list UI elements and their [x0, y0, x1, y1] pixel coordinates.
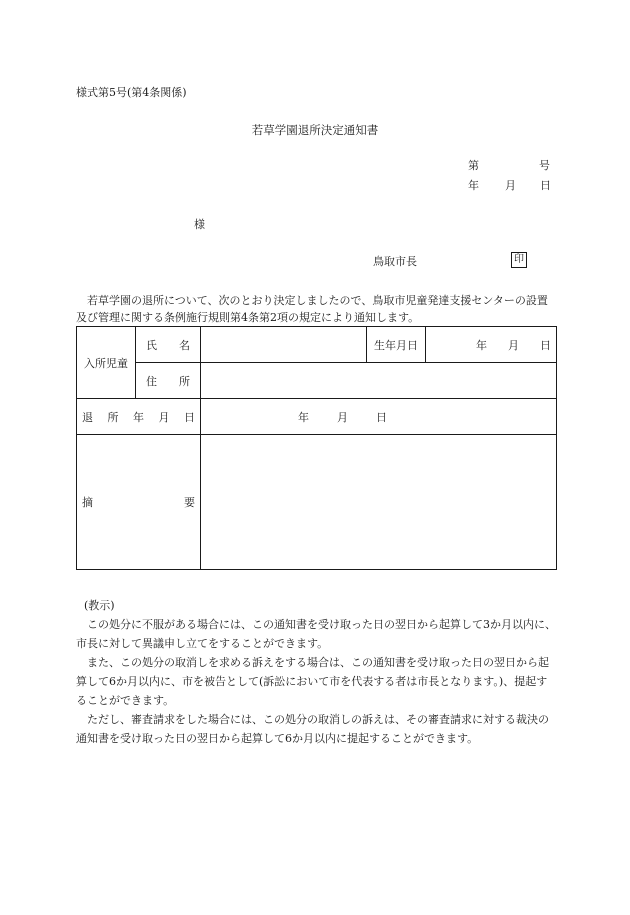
- name-label-char: 名: [179, 338, 190, 352]
- name-label-char: 氏: [146, 338, 157, 352]
- document-title: 若草学園退所決定通知書: [251, 123, 379, 137]
- addressee-suffix: 様: [194, 218, 205, 231]
- summary-label-char: 要: [184, 496, 195, 509]
- birth-day-label: 日: [540, 338, 551, 352]
- notice-table: [76, 326, 557, 570]
- instructions-paragraph: この処分に不服がある場合には、この通知書を受け取った日の翌日から起算して3か月以内に、市長に対して異議申し立てをすることができます。: [76, 618, 556, 650]
- child-header: 入所児童: [84, 356, 128, 370]
- instructions-paragraph: また、この処分の取消しを求める訴えをする場合は、この通知書を受け取った日の翌日から起算して6か月以内に、市を被告として(訴訟において市を代表する者は市長となります。)、提起することができます。: [76, 656, 549, 707]
- document-number-prefix: 第: [468, 159, 479, 172]
- exit-date-label-cell: [77, 399, 201, 435]
- address-label-char: 住: [146, 374, 157, 388]
- summary-label-cell: [77, 435, 201, 570]
- issue-date-year: 年: [468, 179, 479, 192]
- issuer-name: 鳥取市長: [373, 255, 417, 268]
- exit-label-char: 月: [158, 410, 170, 424]
- exit-label-char: 年: [133, 410, 144, 424]
- summary-field[interactable]: [201, 435, 557, 570]
- form-number-label: 様式第5号(第4条関係): [76, 86, 187, 99]
- exit-year-label: 年: [298, 410, 309, 424]
- summary-label-char: 摘: [82, 496, 93, 509]
- table-row: [77, 327, 557, 363]
- exit-date-field[interactable]: [201, 399, 557, 435]
- birth-date-field[interactable]: [426, 327, 557, 363]
- issue-date-month: 月: [505, 179, 516, 192]
- name-field[interactable]: [201, 327, 367, 363]
- birth-year-label: 年: [476, 338, 487, 352]
- exit-label-char: 日: [184, 410, 195, 424]
- table-row: [77, 399, 557, 435]
- exit-label-char: 退: [82, 410, 93, 424]
- instructions-block: [76, 596, 556, 748]
- instructions-heading: (教示): [84, 599, 115, 612]
- exit-month-label: 月: [337, 410, 348, 424]
- intro-paragraph: [76, 292, 558, 326]
- address-field[interactable]: [201, 363, 557, 399]
- exit-label-char: 所: [107, 410, 119, 424]
- table-row: [77, 363, 557, 399]
- seal-mark: 印: [511, 252, 527, 268]
- address-label-cell: [136, 363, 201, 399]
- table-row: [77, 435, 557, 570]
- document-number-suffix: 号: [539, 159, 550, 172]
- birth-month-label: 月: [508, 338, 519, 352]
- address-label-char: 所: [179, 374, 190, 388]
- child-header-cell: [77, 327, 136, 399]
- instructions-paragraph: ただし、審査請求をした場合には、この処分の取消しの訴えは、その審査請求に対する裁決の通知書を受け取った日の翌日から起算して6か月以内に提起することができます。: [76, 713, 549, 745]
- exit-day-label: 日: [376, 410, 387, 424]
- issue-date-day: 日: [540, 179, 551, 192]
- birth-label-cell: [367, 327, 426, 363]
- birth-label: 生年月日: [374, 338, 418, 352]
- name-label-cell: [136, 327, 201, 363]
- intro-text: 若草学園の退所について、次のとおり決定しましたので、鳥取市児童発達支援センターの設置及び管理に関する条例施行規則第4条第2項の規定により通知します。: [76, 294, 548, 324]
